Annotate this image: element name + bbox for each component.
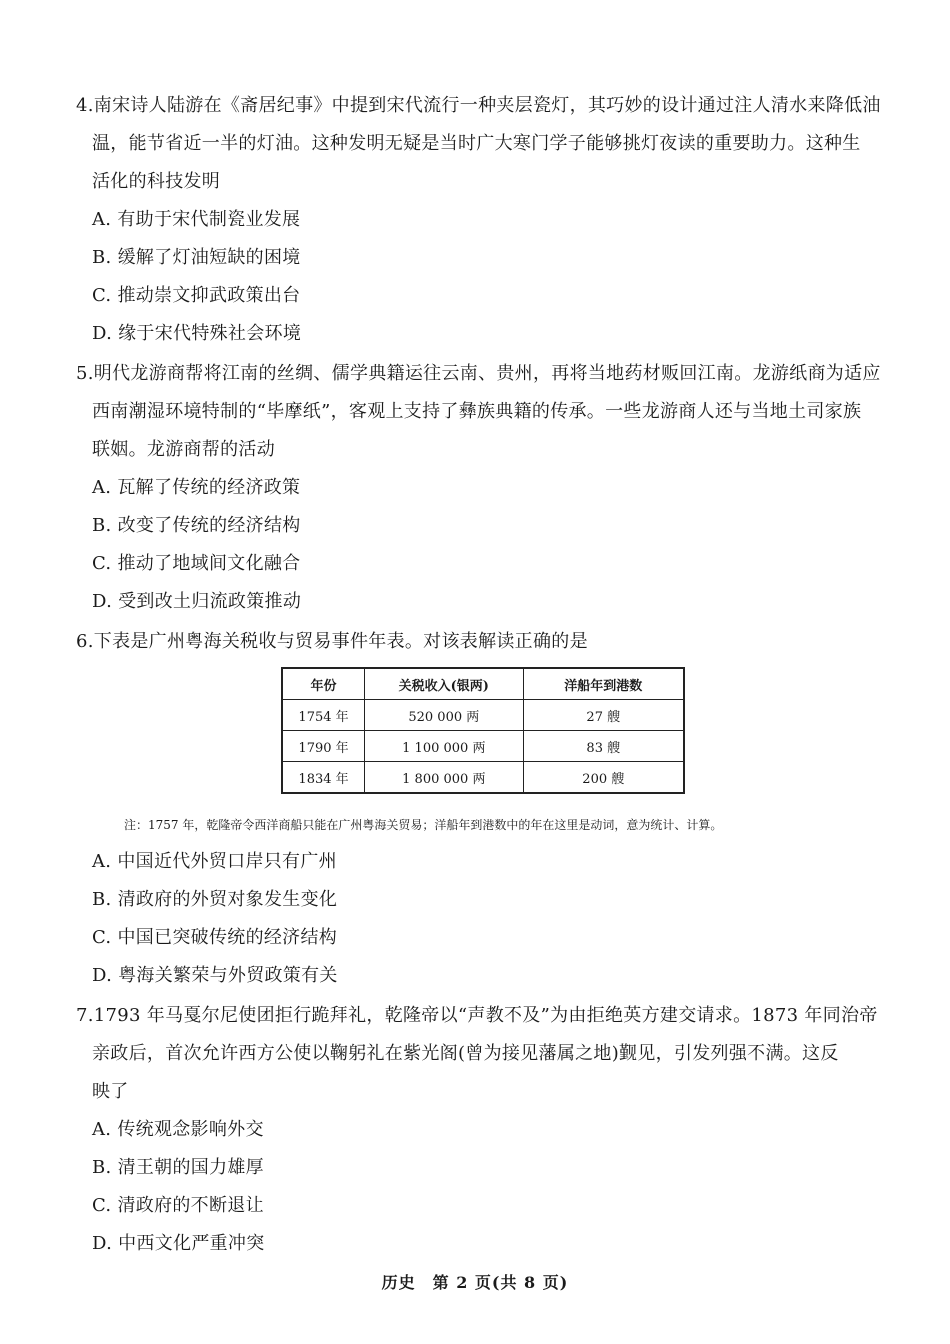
table-cell: 200 艘 (523, 762, 684, 794)
q5-option-a: A. 瓦解了传统的经济政策 (92, 477, 301, 498)
table-cell: 1834 年 (282, 762, 365, 794)
q5-stem-line-2: 西南潮湿环境特制的“毕摩纸”，客观上支持了彝族典籍的传承。一些龙游商人还与当地土司家族 (92, 401, 862, 422)
q7-stem-line-3: 映了 (92, 1081, 129, 1102)
table-row (282, 762, 684, 794)
table-cell: 27 艘 (523, 700, 684, 731)
q5-option-d: D. 受到改土归流政策推动 (92, 591, 302, 612)
table-header-revenue: 关税收入(银两) (365, 668, 523, 700)
q6-option-b: B. 清政府的外贸对象发生变化 (92, 889, 338, 910)
table-note: 注：1757 年，乾隆帝令西洋商船只能在广州粤海关贸易；洋船年到港数中的年在这里是动词，意为统计、计算。 (124, 818, 723, 832)
q7-option-a: A. 传统观念影响外交 (92, 1119, 264, 1140)
q4-stem-line-2: 温，能节省近一半的灯油。这种发明无疑是当时广大寒门学子能够挑灯夜读的重要助力。这种生 (92, 133, 861, 154)
q6-option-d: D. 粤海关繁荣与外贸政策有关 (92, 965, 338, 986)
q6-stem-line-1: 6.下表是广州粤海关税收与贸易事件年表。对该表解读正确的是 (76, 631, 588, 652)
table-cell: 1 800 000 两 (365, 762, 523, 794)
q6-option-c: C. 中国已突破传统的经济结构 (92, 927, 338, 948)
q5-stem-line-1: 5.明代龙游商帮将江南的丝绸、儒学典籍运往云南、贵州，再将当地药材贩回江南。龙游纸商为适应 (76, 363, 881, 384)
table-cell: 520 000 两 (365, 700, 523, 731)
table-header-row (282, 668, 684, 700)
page-footer: 历史 第 2 页(共 8 页) (381, 1273, 569, 1292)
table-row (282, 731, 684, 762)
q5-option-b: B. 改变了传统的经济结构 (92, 515, 301, 536)
q7-stem-line-1: 7.1793 年马戛尔尼使团拒行跪拜礼，乾隆帝以“声教不及”为由拒绝英方建交请求。1873 年同治帝 (76, 1005, 878, 1026)
q7-stem-line-2: 亲政后，首次允许西方公使以鞠躬礼在紫光阁(曾为接见藩属之地)觐见，引发列强不满。这反 (92, 1043, 839, 1064)
q7-option-b: B. 清王朝的国力雄厚 (92, 1157, 264, 1178)
q4-stem-line-1: 4.南宋诗人陆游在《斋居纪事》中提到宋代流行一种夹层瓷灯，其巧妙的设计通过注人清水来降低油 (76, 95, 881, 116)
q5-option-c: C. 推动了地域间文化融合 (92, 553, 301, 574)
q4-option-c: C. 推动崇文抑武政策出台 (92, 285, 301, 306)
q4-stem-line-3: 活化的科技发明 (92, 171, 221, 192)
table-cell: 1790 年 (282, 731, 365, 762)
q4-option-d: D. 缘于宋代特殊社会环境 (92, 323, 302, 344)
q7-option-d: D. 中西文化严重冲突 (92, 1233, 265, 1254)
q4-option-a: A. 有助于宋代制瓷业发展 (92, 209, 301, 230)
q6-option-a: A. 中国近代外贸口岸只有广州 (92, 851, 337, 872)
table-header-ships: 洋船年到港数 (523, 668, 684, 700)
table-cell: 1754 年 (282, 700, 365, 731)
q7-option-c: C. 清政府的不断退让 (92, 1195, 264, 1216)
table-cell: 1 100 000 两 (365, 731, 523, 762)
table-cell: 83 艘 (523, 731, 684, 762)
customs-table (281, 667, 685, 794)
q4-option-b: B. 缓解了灯油短缺的困境 (92, 247, 301, 268)
q5-stem-line-3: 联姻。龙游商帮的活动 (92, 439, 275, 460)
table-header-year: 年份 (282, 668, 365, 700)
table-row (282, 700, 684, 731)
